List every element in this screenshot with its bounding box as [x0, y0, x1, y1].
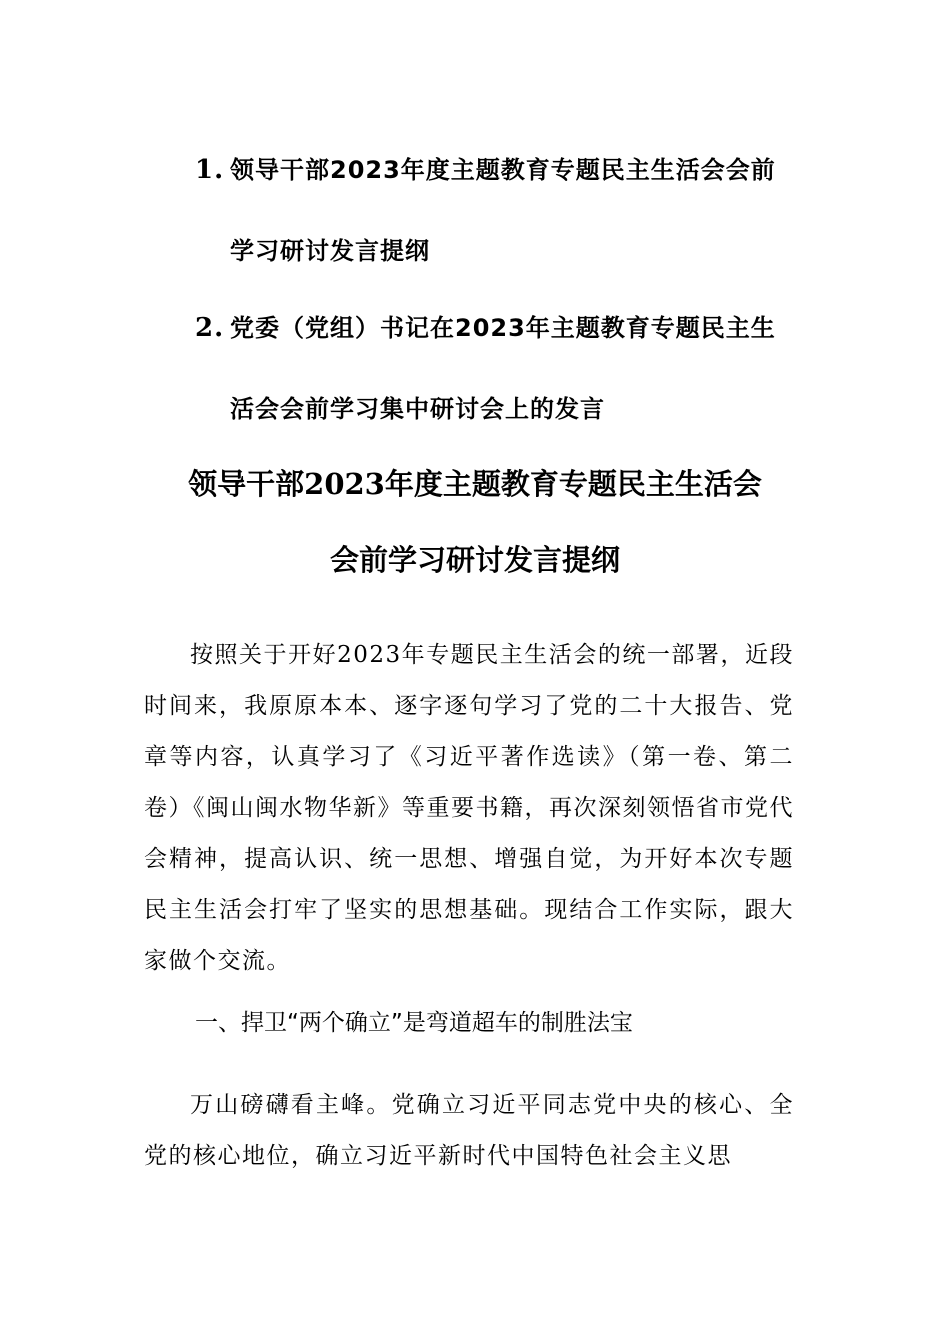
toc-item-1-number: 1. — [195, 155, 225, 185]
toc-item-1 — [195, 130, 805, 292]
toc-item-1-first-line — [195, 130, 805, 211]
document-title — [100, 446, 850, 598]
toc-item-2-text-line2: 活会会前学习集中研讨会上的发言 — [230, 395, 605, 423]
toc-item-2 — [195, 288, 805, 450]
toc-item-2-text-line1: 党委（党组）书记在2023年主题教育专题民主生 — [230, 314, 776, 342]
toc-item-1-text-line2: 学习研讨发言提纲 — [230, 237, 430, 265]
toc-item-1-text-line1: 领导干部2023年度主题教育专题民主生活会会前 — [230, 156, 776, 184]
document-title-line2: 会前学习研讨发言提纲 — [329, 543, 620, 577]
section-1-heading: 一、捍卫“两个确立”是弯道超车的制胜法宝 — [195, 1010, 633, 1036]
toc-item-2-number: 2. — [195, 313, 225, 343]
intro-paragraph: 按照关于开好2023年专题民主生活会的统一部署，近段时间来，我原原本本、逐字逐句学习了党的二十大报告、党章等内容，认真学习了《习近平著作选读》（第一卷、第二卷）《闽山闽水物华新》等重要书籍，再次深刻领悟省市党代会精神，提高认识、统一思想、增强自觉，为开好本次专题民主生活会打牢了坚实的思想基础。现结合工作实际，跟大家做个交流。 — [144, 642, 794, 974]
toc-item-2-first-line — [195, 288, 805, 369]
document-title-line1: 领导干部2023年度主题教育专题民主生活会 — [188, 467, 762, 501]
section-1-paragraph: 万山磅礴看主峰。党确立习近平同志党中央的核心、全党的核心地位，确立习近平新时代中国特色社会主义思 — [144, 1092, 794, 1169]
